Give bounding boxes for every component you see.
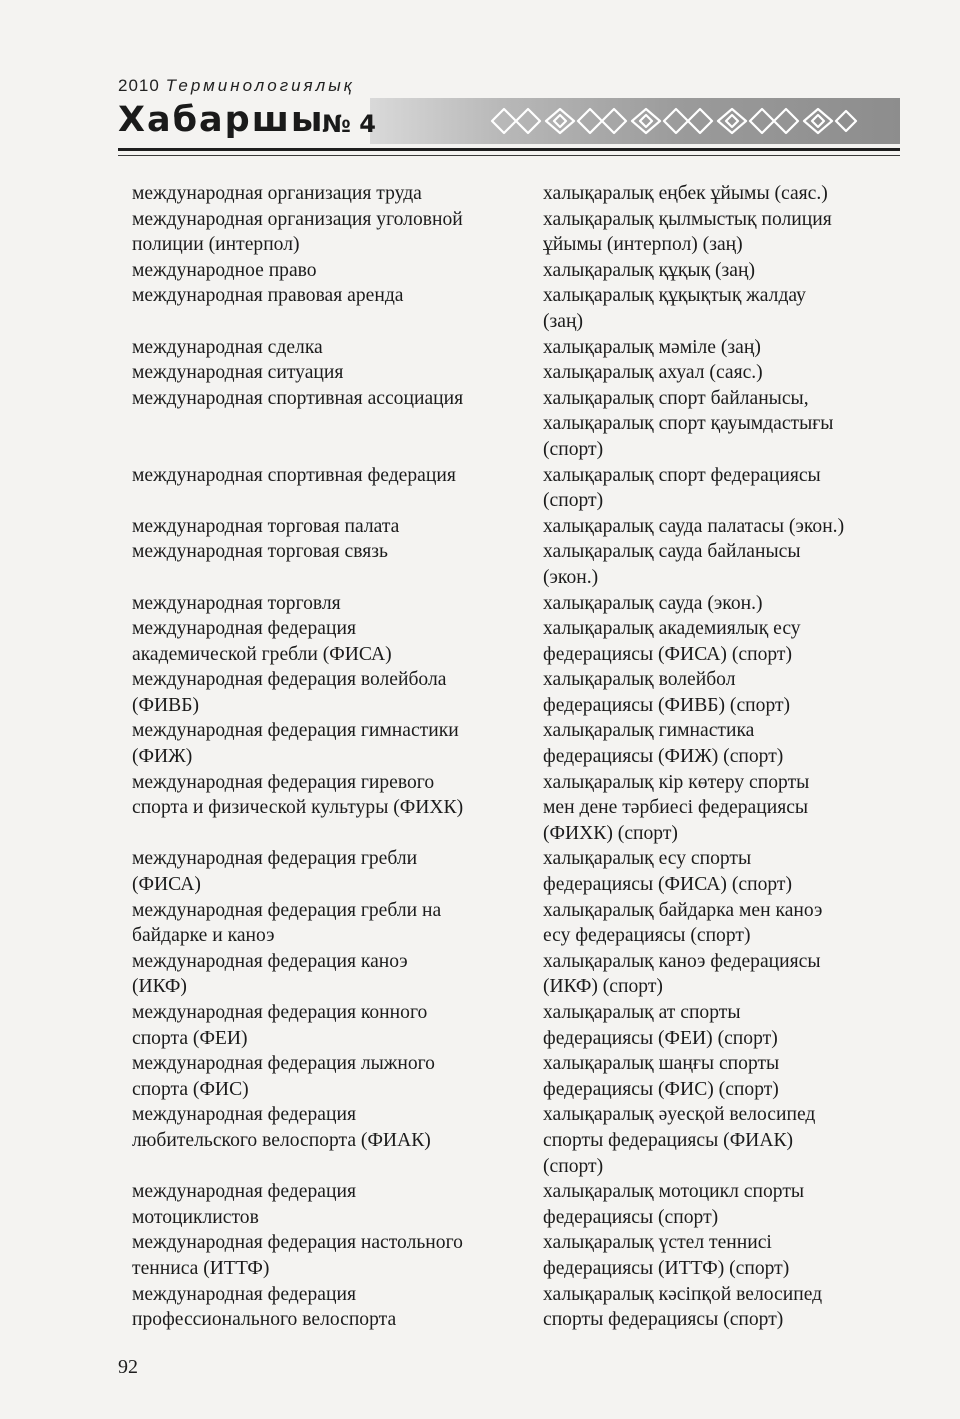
term-kz: халықаралық мотоцикл спорты федерациясы (спорт) bbox=[543, 1181, 805, 1228]
term-ru: международная федерация гребли на байдарке и каноэ bbox=[132, 899, 442, 947]
term-kz: халықаралық шаңғы спорты федерациясы (ФИС) (спорт) bbox=[543, 1053, 780, 1100]
term-kz: халықаралық құқықтық жалдау (заң) bbox=[543, 285, 806, 332]
header-year-line bbox=[118, 76, 355, 96]
term-ru: международная федерация конного спорта (ФЕИ) bbox=[132, 1002, 428, 1049]
term-kz: халықаралық мәміле (заң) bbox=[543, 336, 761, 358]
kazakh-terms-column bbox=[543, 181, 903, 1333]
term-kz: халықаралық гимнастика федерациясы (ФИЖ) (спорт) bbox=[543, 720, 784, 768]
term-kz: халықаралық құқық (заң) bbox=[543, 259, 755, 281]
term-ru: международная федерация каноэ (ИКФ) bbox=[132, 950, 408, 998]
term-ru: международная федерация настольного тенниса (ИТТФ) bbox=[132, 1232, 463, 1279]
term-ru: международная федерация мотоциклистов bbox=[132, 1181, 356, 1228]
term-ru: международная правовая аренда bbox=[132, 285, 404, 307]
term-kz: халықаралық ахуал (саяс.) bbox=[543, 362, 763, 384]
term-ru: международная федерация гимнастики (ФИЖ) bbox=[132, 720, 459, 768]
term-kz: халықаралық сауда байланысы (экон.) bbox=[543, 541, 801, 588]
term-kz: халықаралық спорт байланысы, халықаралық спорт қауымдастығы (спорт) bbox=[543, 387, 834, 460]
term-kz: халықаралық волейбол федерациясы (ФИВБ) (спорт) bbox=[543, 669, 791, 716]
header-rule-thin bbox=[118, 155, 900, 156]
term-ru: международная сделка bbox=[132, 336, 323, 358]
term-kz: халықаралық спорт федерациясы (спорт) bbox=[543, 464, 821, 512]
term-kz: халықаралық қылмыстық полиция ұйымы (интерпол) (заң) bbox=[543, 208, 832, 256]
term-ru: международная федерация любительского велоспорта (ФИАК) bbox=[132, 1104, 431, 1151]
term-kz: халықаралық сауда палатасы (экон.) bbox=[543, 515, 845, 537]
header-journal-word2: Хабаршы bbox=[118, 100, 325, 140]
term-kz: халықаралық академиялық есу федерациясы (ФИСА) (спорт) bbox=[543, 618, 801, 665]
term-kz: халықаралық үстел теннисі федерациясы (ИТТФ) (спорт) bbox=[543, 1232, 790, 1279]
term-kz: халықаралық есу спорты федерациясы (ФИСА) (спорт) bbox=[543, 848, 792, 896]
term-ru: международная федерация профессионального велоспорта bbox=[132, 1283, 397, 1331]
term-ru: международная организация труда bbox=[132, 183, 422, 204]
term-kz: халықаралық еңбек ұйымы (саяс.) bbox=[543, 183, 828, 204]
header-issue: № 4 bbox=[322, 110, 376, 138]
term-ru: международная организация уголовной полиции (интерпол) bbox=[132, 208, 463, 256]
term-ru: международная федерация гребли (ФИСА) bbox=[132, 848, 418, 896]
term-ru: международная торговая связь bbox=[132, 541, 388, 563]
term-ru: международная ситуация bbox=[132, 362, 344, 384]
russian-terms-column bbox=[132, 181, 527, 1333]
header-rule-thick bbox=[118, 148, 900, 151]
term-ru: международная федерация волейбола (ФИВБ) bbox=[132, 669, 447, 716]
term-ru: международная федерация лыжного спорта (ФИС) bbox=[132, 1053, 435, 1100]
header-year: 2010 bbox=[118, 76, 160, 95]
term-ru: международная спортивная ассоциация bbox=[132, 387, 464, 409]
term-kz: халықаралық кәсіпқой велосипед спорты федерациясы (спорт) bbox=[543, 1283, 823, 1331]
term-ru: международная торговля bbox=[132, 592, 341, 614]
term-ru: международная спортивная федерация bbox=[132, 464, 456, 486]
term-kz: халықаралық сауда (экон.) bbox=[543, 592, 763, 614]
term-kz: халықаралық байдарка мен каноэ есу федерациясы (спорт) bbox=[543, 899, 823, 947]
term-ru: международная федерация академической гребли (ФИСА) bbox=[132, 618, 392, 665]
header-journal-word1: Терминологиялық bbox=[165, 76, 355, 95]
term-ru: международная федерация гиревого спорта и физической культуры (ФИХК) bbox=[132, 771, 464, 819]
term-ru: международное право bbox=[132, 259, 317, 281]
term-kz: халықаралық ат спорты федерациясы (ФЕИ) (спорт) bbox=[543, 1002, 778, 1049]
term-ru: международная торговая палата bbox=[132, 515, 400, 537]
page-number: 92 bbox=[118, 1356, 138, 1378]
term-kz: халықаралық әуесқой велосипед спорты федерациясы (ФИАК) (спорт) bbox=[543, 1104, 816, 1177]
term-kz: халықаралық каноэ федерациясы (ИКФ) (спорт) bbox=[543, 950, 821, 998]
ornament-pattern-icon bbox=[490, 104, 860, 138]
term-kz: халықаралық кір көтеру спорты мен дене тәрбиесі федерациясы (ФИХК) (спорт) bbox=[543, 771, 810, 844]
